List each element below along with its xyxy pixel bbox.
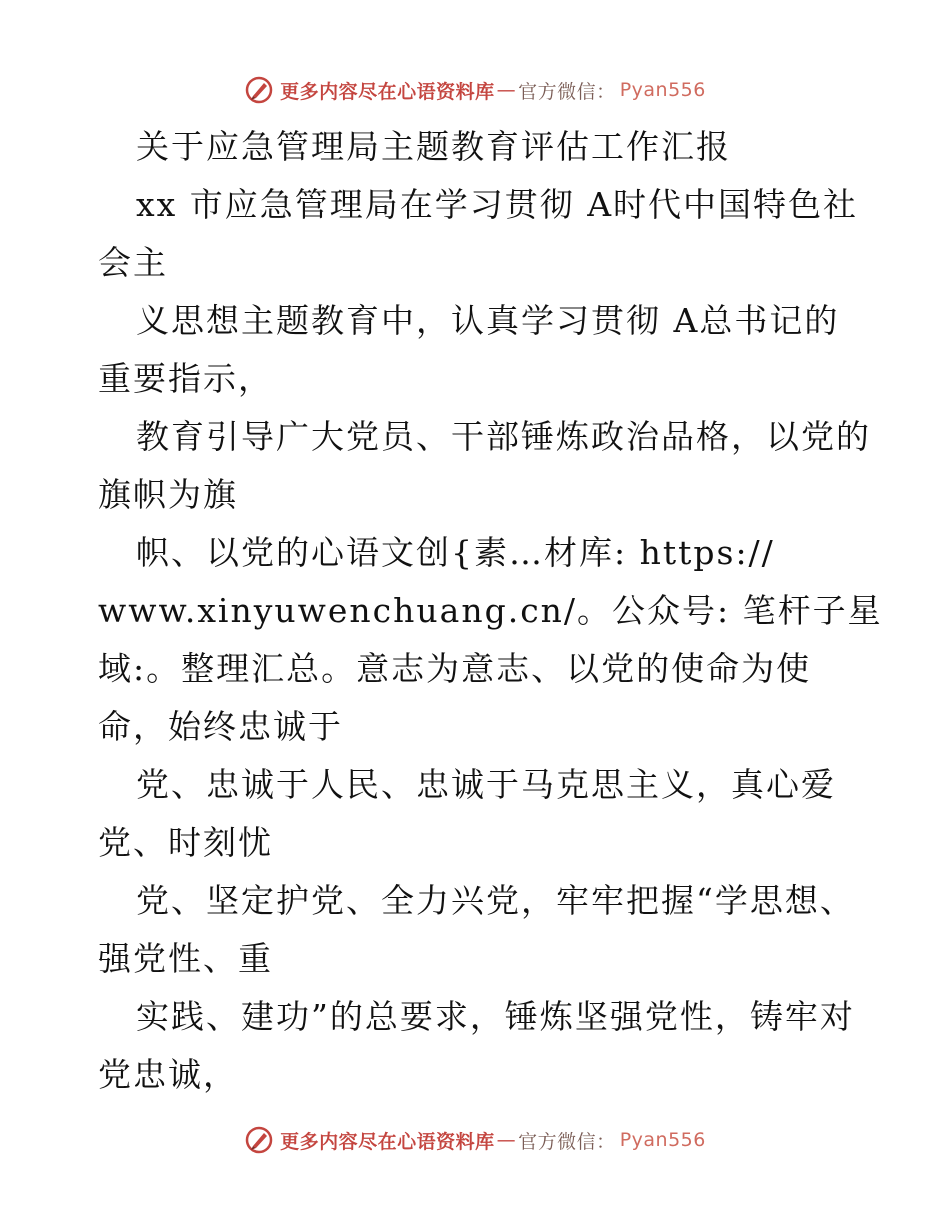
doc-line: 命，始终忠诚于 bbox=[98, 707, 343, 746]
doc-line: 域:。整理汇总。意志为意志、以党的使命为使 bbox=[98, 649, 812, 688]
doc-line: 党、坚定护党、全力兴党，牢牢把握“学思想、 bbox=[136, 881, 855, 920]
banner-site-text: 更多内容尽在心语资料库 bbox=[280, 1130, 495, 1153]
doc-line: 重要指示， bbox=[98, 359, 273, 398]
doc-line: 党、时刻忧 bbox=[98, 823, 273, 862]
pen-logo-icon bbox=[244, 1125, 274, 1155]
doc-line: 党、忠诚于人民、忠诚于马克思主义，真心爱 bbox=[136, 765, 836, 804]
header-banner bbox=[0, 70, 950, 110]
document-body bbox=[98, 118, 883, 1104]
banner-dash: — bbox=[496, 1129, 517, 1151]
doc-line: 旗帜为旗 bbox=[98, 475, 238, 514]
banner-wechat-id: Pyan556 bbox=[619, 1129, 706, 1151]
banner-wechat-label: 官方微信： bbox=[518, 80, 616, 103]
pen-logo-icon bbox=[244, 75, 274, 105]
doc-line: xx 市应急管理局在学习贯彻 A时代中国特色社 bbox=[136, 185, 859, 224]
banner-dash: — bbox=[496, 79, 517, 101]
doc-line: 实践、建功”的总要求，锤炼坚强党性，铸牢对 bbox=[136, 997, 855, 1036]
banner-wechat-label: 官方微信： bbox=[518, 1130, 616, 1153]
doc-line: 义思想主题教育中，认真学习贯彻 A总书记的 bbox=[136, 301, 840, 340]
doc-line: 帜、以党的心语文创{素…材库: https:// bbox=[136, 533, 775, 572]
doc-title: 关于应急管理局主题教育评估工作汇报 bbox=[136, 127, 731, 166]
doc-line: 党忠诚， bbox=[98, 1055, 238, 1094]
footer-banner bbox=[0, 1120, 950, 1160]
doc-line: 强党性、重 bbox=[98, 939, 273, 978]
banner-wechat-id: Pyan556 bbox=[619, 79, 706, 101]
doc-line: 会主 bbox=[98, 243, 168, 282]
doc-line: www.xinyuwenchuang.cn/。公众号: 笔杆子星 bbox=[98, 591, 883, 630]
doc-line: 教育引导广大党员、干部锤炼政治品格，以党的 bbox=[136, 417, 871, 456]
banner-site-text: 更多内容尽在心语资料库 bbox=[280, 80, 495, 103]
